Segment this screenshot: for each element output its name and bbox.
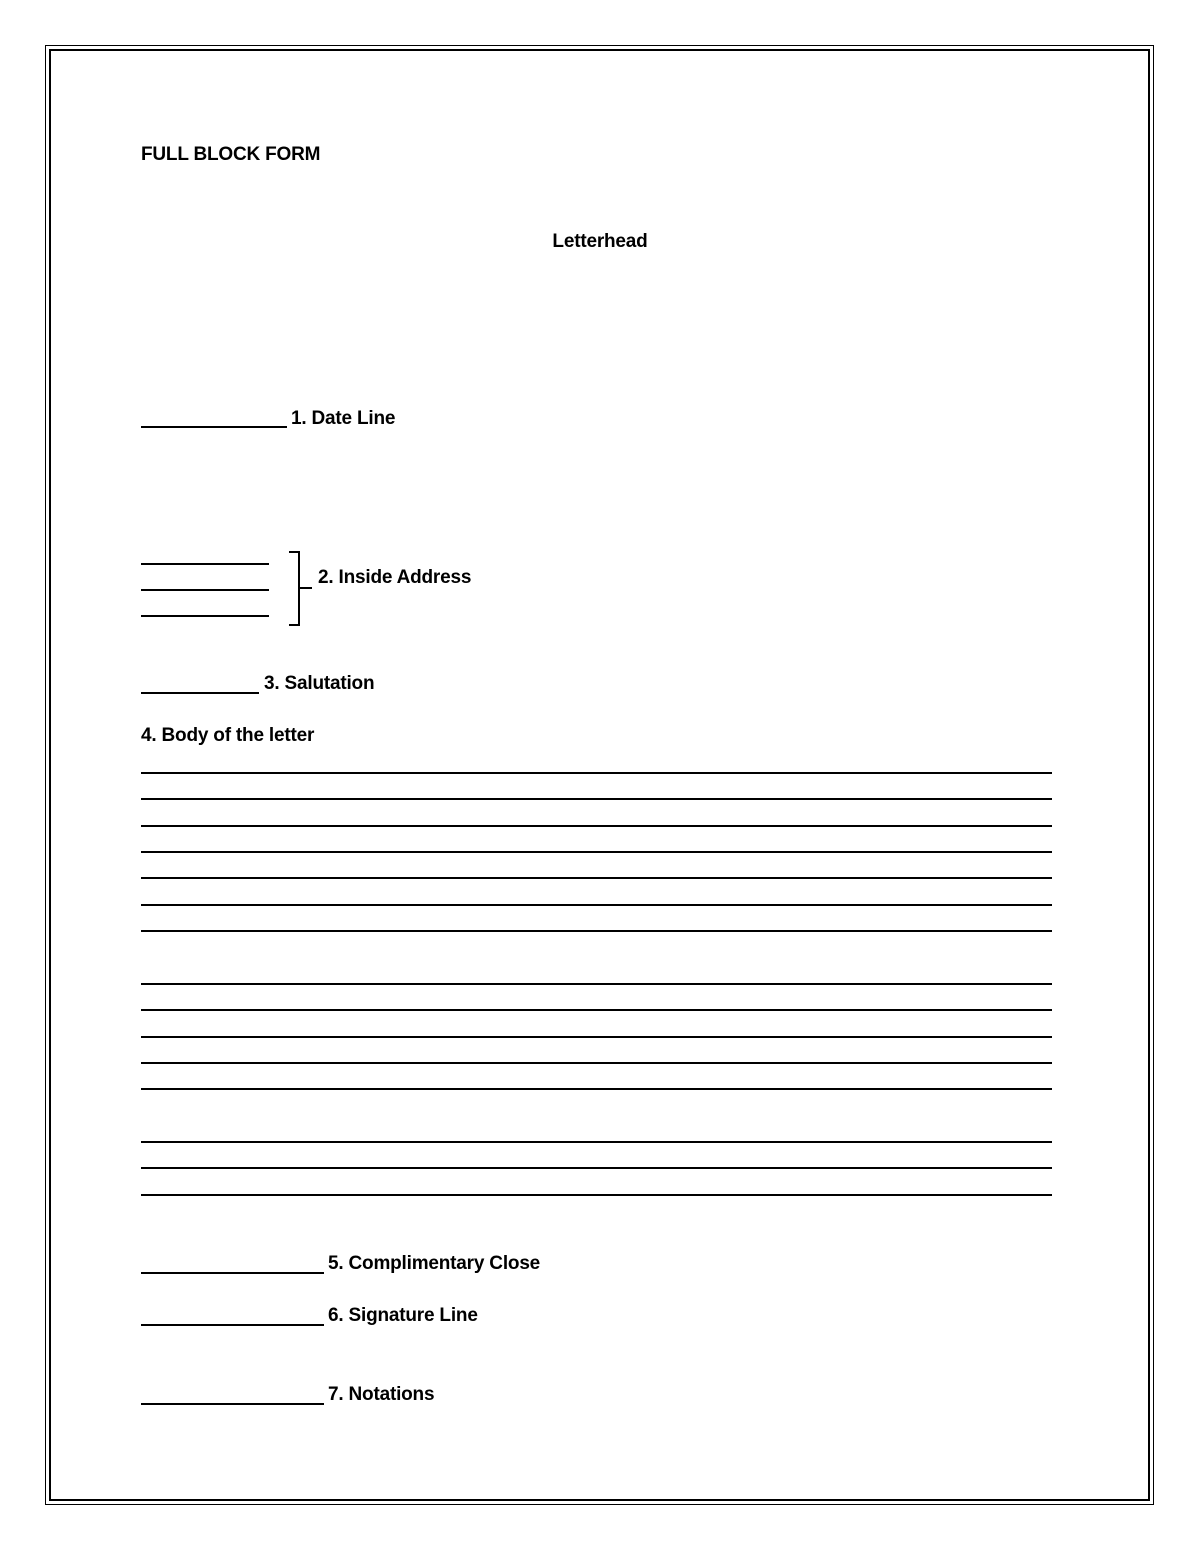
body-label: 4. Body of the letter xyxy=(141,725,315,746)
body-writing-line xyxy=(141,877,1052,879)
body-writing-line xyxy=(141,1167,1052,1169)
inside-address-label: 2. Inside Address xyxy=(318,567,472,588)
body-writing-line xyxy=(141,851,1052,853)
body-writing-line xyxy=(141,930,1052,932)
body-writing-line xyxy=(141,825,1052,827)
date-line-blank xyxy=(141,426,287,428)
body-writing-line xyxy=(141,1088,1052,1090)
body-writing-line xyxy=(141,1194,1052,1196)
form-title: FULL BLOCK FORM xyxy=(141,144,321,165)
salutation-blank xyxy=(141,692,259,694)
body-writing-line xyxy=(141,1062,1052,1064)
date-line-label: 1. Date Line xyxy=(291,408,396,429)
body-writing-line xyxy=(141,1009,1052,1011)
inside-address-blank-3 xyxy=(141,615,269,617)
notations-label: 7. Notations xyxy=(328,1384,435,1405)
right-bracket-icon xyxy=(286,550,316,630)
notations-blank xyxy=(141,1403,324,1405)
signature-line-label: 6. Signature Line xyxy=(328,1305,478,1326)
body-writing-line xyxy=(141,1141,1052,1143)
signature-line-blank xyxy=(141,1324,324,1326)
salutation-label: 3. Salutation xyxy=(264,673,375,694)
complimentary-close-label: 5. Complimentary Close xyxy=(328,1253,541,1274)
letterhead: Letterhead xyxy=(552,231,648,252)
body-writing-line xyxy=(141,772,1052,774)
complimentary-close-blank xyxy=(141,1272,324,1274)
inside-address-blank-1 xyxy=(141,563,269,565)
body-writing-line xyxy=(141,798,1052,800)
body-writing-line xyxy=(141,1036,1052,1038)
inside-address-blank-2 xyxy=(141,589,269,591)
page-border-inner xyxy=(49,49,1150,1501)
body-writing-line xyxy=(141,983,1052,985)
body-writing-line xyxy=(141,904,1052,906)
